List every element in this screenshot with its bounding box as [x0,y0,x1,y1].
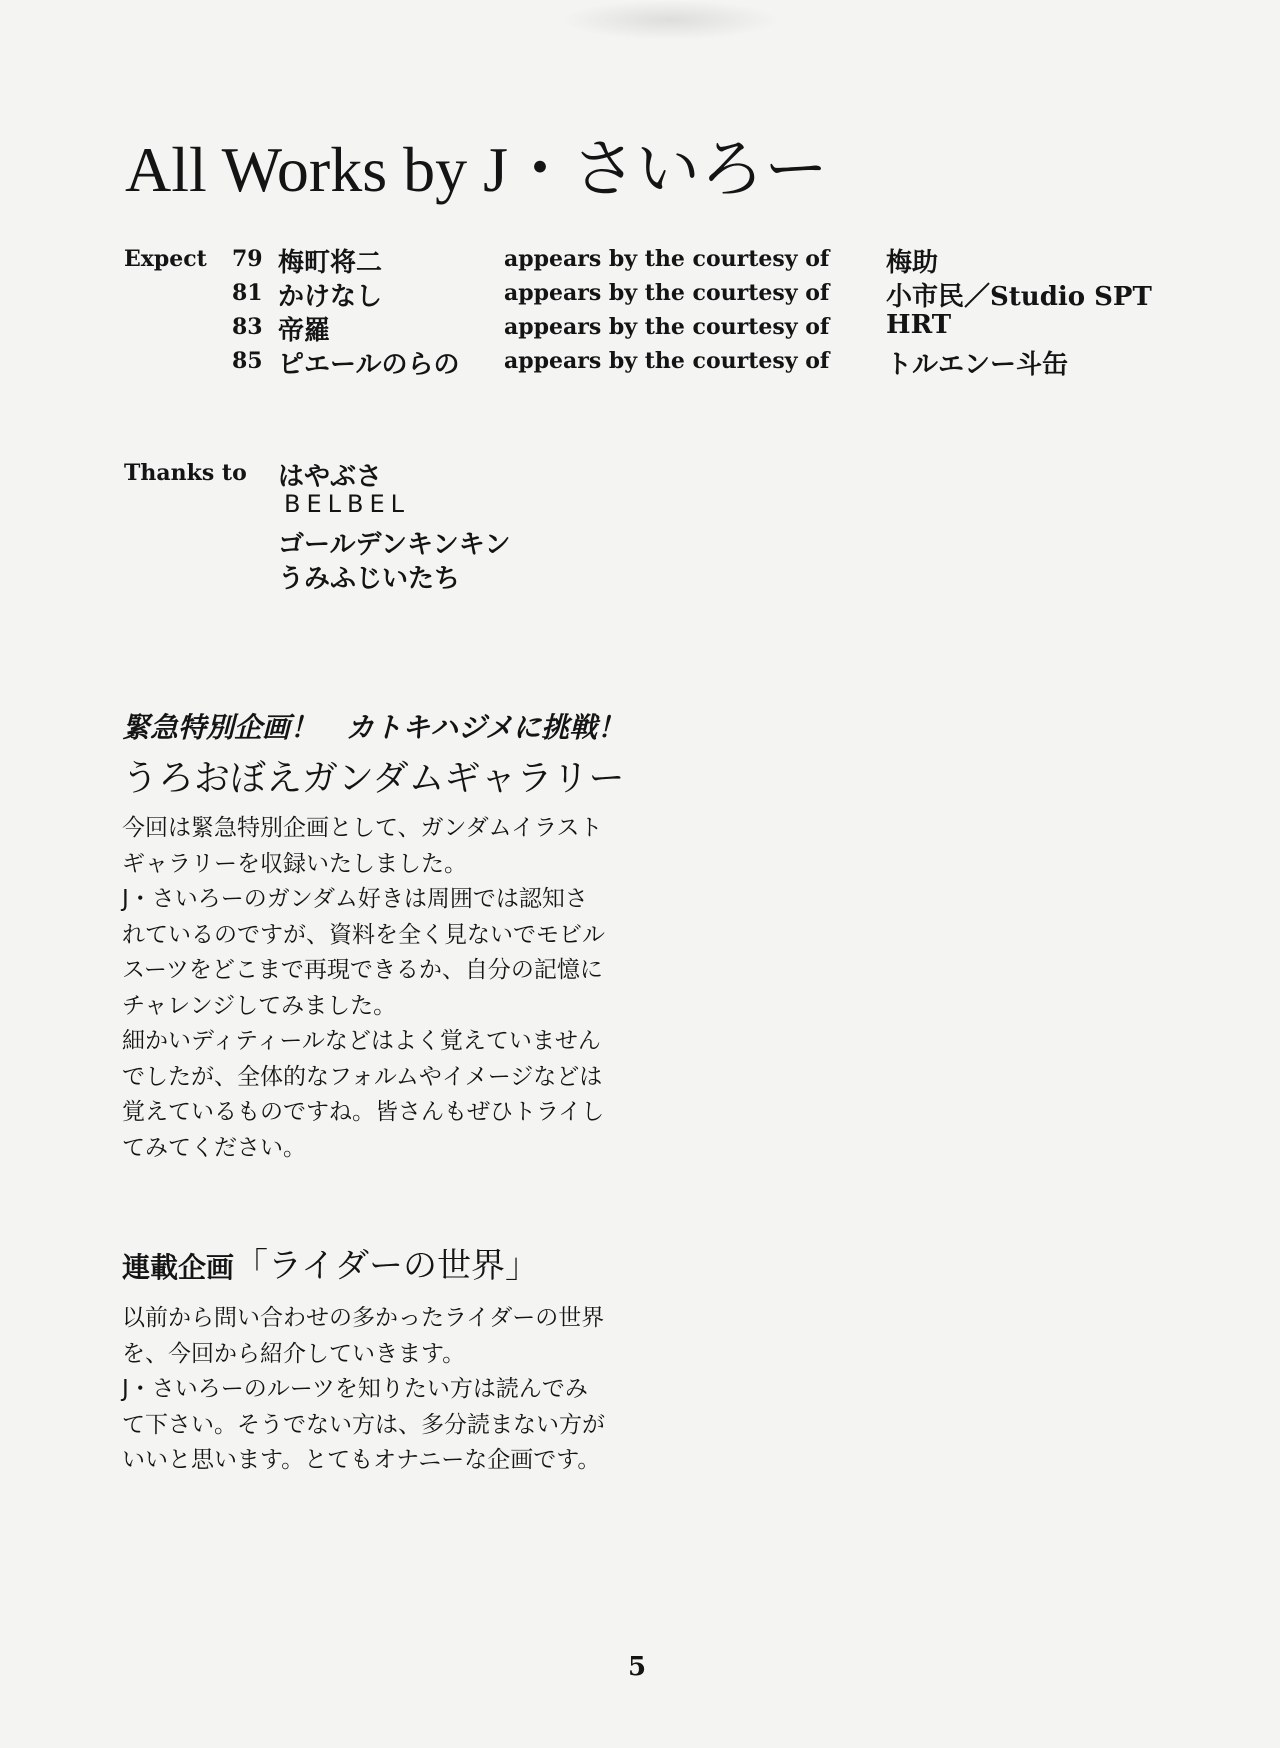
section-body [122,1301,742,1479]
rider-section [122,1238,742,1479]
thanks-name: はやぶさ [278,462,383,492]
credit-name: 梅町将二 [278,248,383,278]
section-kicker: 緊急特別企画！ カトキハジメに挑戦！ [122,711,626,744]
thanks-name: BELBEL [284,490,410,518]
body-line: いいと思います。とてもオナニーな企画です。 [122,1447,601,1473]
body-line: ギャラリーを収録いたしました。 [122,850,467,877]
credit-phrase: appears by the courtesy of [504,348,830,374]
body-line: でしたが、全体的なフォルムやイメージなどは [122,1063,603,1090]
section-kicker: 連載企画 [122,1251,235,1284]
body-line: 覚えているものですね。皆さんもぜひトライし [122,1099,605,1125]
thanks-list [278,456,510,592]
thanks-name: ゴールデンキンキン [278,530,511,560]
credit-phrase: appears by the courtesy of [504,314,830,340]
credits-label: Expect [124,246,207,272]
section-body [122,811,742,1166]
credit-source: 梅助 [886,248,939,278]
section-heading [122,1238,742,1287]
credit-name: ピエールのらの [278,350,460,380]
body-line: J・さいろーのガンダム好きは周囲では認知さ [122,886,588,912]
page-number: 5 [628,1652,647,1682]
thanks-label: Thanks to [124,460,247,486]
page-title: All Works by J・さいろー [125,134,829,205]
body-line: てみてください。 [122,1134,306,1161]
body-line: 今回は緊急特別企画として、ガンダムイラスト [122,815,603,841]
body-line: れているのですが、資料を全く見ないでモビル [122,921,605,948]
credit-number: 81 [232,280,263,306]
section-title: 「ライダーの世界」 [234,1246,539,1286]
section-heading: うろおぼえガンダムギャラリー [122,758,625,799]
gallery-section [122,706,742,1166]
credit-phrase: appears by the courtesy of [504,280,830,306]
scan-smudge [560,0,780,40]
body-line: J・さいろーのルーツを知りたい方は読んでみ [122,1376,588,1402]
thanks-name: うみふじいたち [278,564,461,594]
body-line: て下さい。そうでない方は、多分読まない方が [122,1411,605,1438]
credit-number: 85 [232,348,263,374]
credit-name: 帝羅 [278,316,331,346]
credit-name: かけなし [278,282,383,312]
credit-source: 小市民／Studio SPT [886,282,1152,312]
body-line: チャレンジしてみました。 [122,992,397,1019]
body-line: スーツをどこまで再現できるか、自分の記憶に [122,957,603,983]
body-line: を、今回から紹介していきます。 [122,1340,466,1367]
body-line: 以前から問い合わせの多かったライダーの世界 [122,1305,605,1331]
body-line: 細かいディティールなどはよく覚えていません [122,1028,601,1054]
credit-number: 83 [232,314,263,340]
credit-source: HRT [886,310,952,340]
credit-source: トルエンー斗缶 [886,350,1069,380]
credit-phrase: appears by the courtesy of [504,246,830,272]
credit-number: 79 [232,246,263,272]
